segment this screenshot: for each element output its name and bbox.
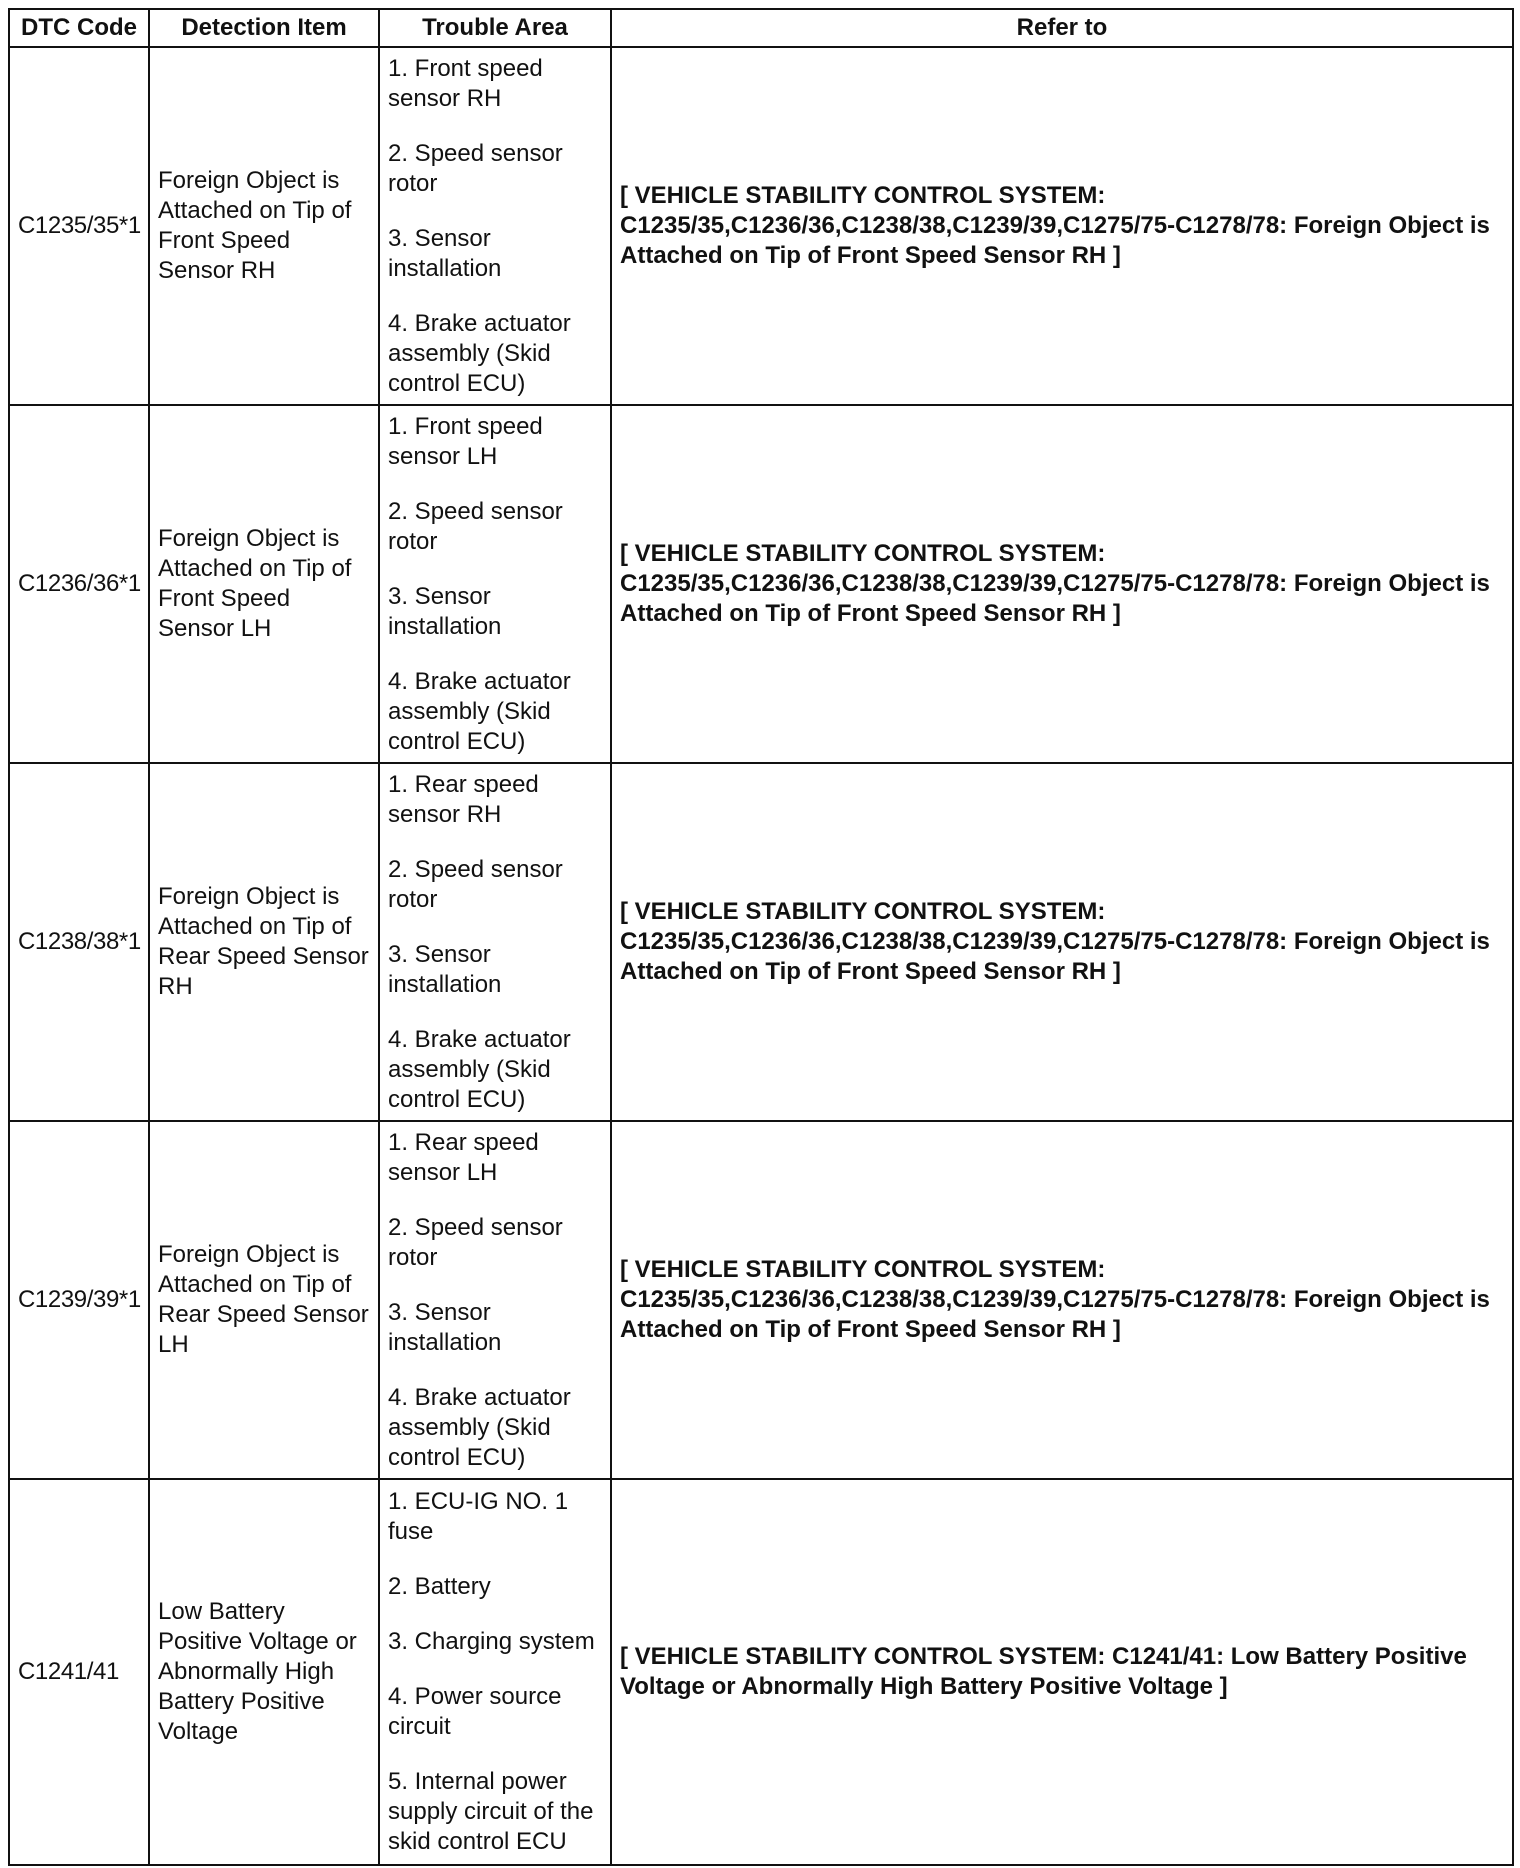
header-dtc-code: DTC Code <box>9 9 149 47</box>
trouble-area-cell <box>379 763 611 1121</box>
dtc-code-cell: C1235/35*1 <box>9 47 149 405</box>
trouble-area-item: 2. Speed sensor rotor <box>388 497 563 555</box>
refer-to-link[interactable]: [ VEHICLE STABILITY CONTROL SYSTEM: C1235/35,C1236/36,C1238/38,C1239/39,C1275/75-C1278/78: Foreign Object is Attached on Tip of Front Speed Sensor RH ] <box>611 47 1513 405</box>
detection-item-cell: Foreign Object is Attached on Tip of Front Speed Sensor LH <box>149 405 379 763</box>
detection-item-cell: Foreign Object is Attached on Tip of Rear Speed Sensor RH <box>149 763 379 1121</box>
trouble-area-item: 2. Speed sensor rotor <box>388 855 563 913</box>
trouble-area-cell <box>379 47 611 405</box>
detection-item-cell: Foreign Object is Attached on Tip of Rear Speed Sensor LH <box>149 1121 379 1479</box>
trouble-area-item: 3. Sensor installation <box>388 1298 502 1356</box>
dtc-code-cell: C1239/39*1 <box>9 1121 149 1479</box>
trouble-area-cell <box>379 1121 611 1479</box>
header-refer-to: Refer to <box>611 9 1513 47</box>
trouble-area-item: 3. Sensor installation <box>388 940 502 998</box>
trouble-area-item: 3. Charging system <box>388 1628 595 1655</box>
dtc-code-cell: C1238/38*1 <box>9 763 149 1121</box>
trouble-area-item: 4. Brake actuator assembly (Skid control ECU) <box>388 1383 571 1471</box>
dtc-code-cell: C1236/36*1 <box>9 405 149 763</box>
header-detection-item: Detection Item <box>149 9 379 47</box>
table-row <box>9 1121 1513 1479</box>
detection-item-cell: Foreign Object is Attached on Tip of Front Speed Sensor RH <box>149 47 379 405</box>
table-row <box>9 47 1513 405</box>
trouble-area-item: 4. Brake actuator assembly (Skid control ECU) <box>388 1025 571 1113</box>
refer-to-link[interactable]: [ VEHICLE STABILITY CONTROL SYSTEM: C1235/35,C1236/36,C1238/38,C1239/39,C1275/75-C1278/78: Foreign Object is Attached on Tip of Front Speed Sensor RH ] <box>611 1121 1513 1479</box>
trouble-area-item: 2. Speed sensor rotor <box>388 139 563 197</box>
trouble-area-item: 2. Speed sensor rotor <box>388 1213 563 1271</box>
trouble-area-cell <box>379 405 611 763</box>
dtc-code-cell: C1241/41 <box>9 1479 149 1865</box>
trouble-area-item: 5. Internal power supply circuit of the skid control ECU <box>388 1768 594 1855</box>
refer-to-link[interactable]: [ VEHICLE STABILITY CONTROL SYSTEM: C1235/35,C1236/36,C1238/38,C1239/39,C1275/75-C1278/78: Foreign Object is Attached on Tip of Front Speed Sensor RH ] <box>611 763 1513 1121</box>
trouble-area-item: 4. Brake actuator assembly (Skid control ECU) <box>388 667 571 755</box>
refer-to-link[interactable]: [ VEHICLE STABILITY CONTROL SYSTEM: C1241/41: Low Battery Positive Voltage or Abnormally High Battery Positive Voltage ] <box>611 1479 1513 1865</box>
header-trouble-area: Trouble Area <box>379 9 611 47</box>
trouble-area-item: 1. Front speed sensor RH <box>388 54 543 112</box>
trouble-area-item: 1. Rear speed sensor RH <box>388 770 539 828</box>
trouble-area-item: 1. Front speed sensor LH <box>388 412 543 470</box>
trouble-area-cell <box>379 1479 611 1865</box>
table-header-row <box>9 9 1513 47</box>
table-row <box>9 1479 1513 1865</box>
trouble-area-item: 1. Rear speed sensor LH <box>388 1128 539 1186</box>
trouble-area-item: 4. Brake actuator assembly (Skid control ECU) <box>388 309 571 397</box>
refer-to-link[interactable]: [ VEHICLE STABILITY CONTROL SYSTEM: C1235/35,C1236/36,C1238/38,C1239/39,C1275/75-C1278/78: Foreign Object is Attached on Tip of Front Speed Sensor RH ] <box>611 405 1513 763</box>
dtc-table <box>8 8 1514 1866</box>
detection-item-cell: Low Battery Positive Voltage or Abnormally High Battery Positive Voltage <box>149 1479 379 1865</box>
trouble-area-item: 3. Sensor installation <box>388 582 502 640</box>
trouble-area-item: 1. ECU-IG NO. 1 fuse <box>388 1488 569 1545</box>
trouble-area-item: 3. Sensor installation <box>388 224 502 282</box>
table-row <box>9 763 1513 1121</box>
table-row <box>9 405 1513 763</box>
trouble-area-item: 2. Battery <box>388 1573 491 1600</box>
trouble-area-item: 4. Power source circuit <box>388 1683 562 1740</box>
